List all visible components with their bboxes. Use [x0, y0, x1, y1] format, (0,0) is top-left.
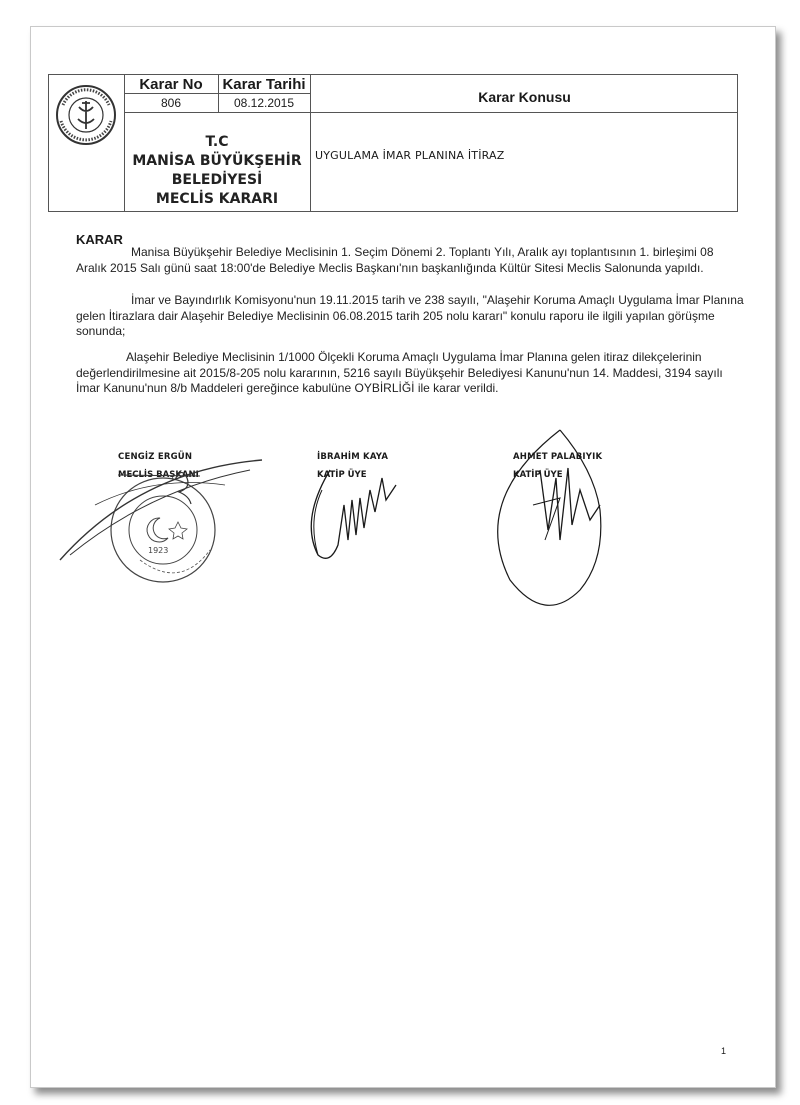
title-line: T.C: [205, 134, 229, 150]
section-heading: KARAR: [76, 232, 123, 247]
signatory-name: CENGİZ ERGÜN: [118, 452, 193, 462]
page-number: 1: [721, 1046, 727, 1056]
paragraph: Alaşehir Belediye Meclisinin 1/1000 Ölçekli Koruma Amaçlı Uygulama İmar Planına gelen itiraz dilekçelerinin değerlendirilmesine ait 2015/8-205 nolu kararının, 5216 sayılı Büyükşehir Belediyesi Kanunu'nun 14. Maddesi, 3194 sayılı İmar Kanunu'nun 8/b Maddeleri gereğince kabulüne OYBİRLİĞİ ile karar verildi.: [76, 350, 723, 395]
signatory-title: KATİP ÜYE: [513, 470, 563, 480]
karar-tarihi-label: Karar Tarihi: [222, 76, 306, 93]
karar-no-value: 806: [160, 96, 182, 110]
paragraph: Manisa Büyükşehir Belediye Meclisinin 1. Seçim Dönemi 2. Toplantı Yılı, Aralık ayı toplantısının 1. birleşimi 08 Aralık 2015 Salı günü saat 18:00'de Belediye Meclis Başkanı'nın başkanlığında Kültür Sitesi Meclis Salonunda yapıldı.: [76, 245, 714, 275]
karar-no-label: Karar No: [139, 76, 203, 93]
paragraph: İmar ve Bayındırlık Komisyonu'nun 19.11.2015 tarih ve 238 sayılı, "Alaşehir Koruma Amaçlı Uygulama İmar Planına gelen İtirazlara dair Alaşehir Belediye Meclisinin 06.08.2015 tarih 205 nolu kararı" konulu raporu ile ilgili yapılan görüşme sonunda;: [76, 293, 744, 338]
karar-tarihi-value: 08.12.2015: [233, 96, 295, 110]
signatory-title: MECLİS BAŞKANI: [118, 470, 199, 480]
decision-subject: UYGULAMA İMAR PLANINA İTİRAZ: [315, 149, 505, 162]
karar-konusu-label: Karar Konusu: [478, 89, 571, 105]
signatory-name: İBRAHİM KAYA: [317, 452, 389, 462]
signatory-title: KATİP ÜYE: [317, 470, 367, 480]
title-line: BELEDİYESİ: [171, 172, 263, 188]
stamp-year: 1923: [148, 546, 169, 555]
title-line: MECLİS KARARI: [155, 191, 279, 207]
title-line: MANİSA BÜYÜKŞEHİR: [132, 153, 302, 169]
signatory-name: AHMET PALABIYIK: [513, 452, 603, 462]
